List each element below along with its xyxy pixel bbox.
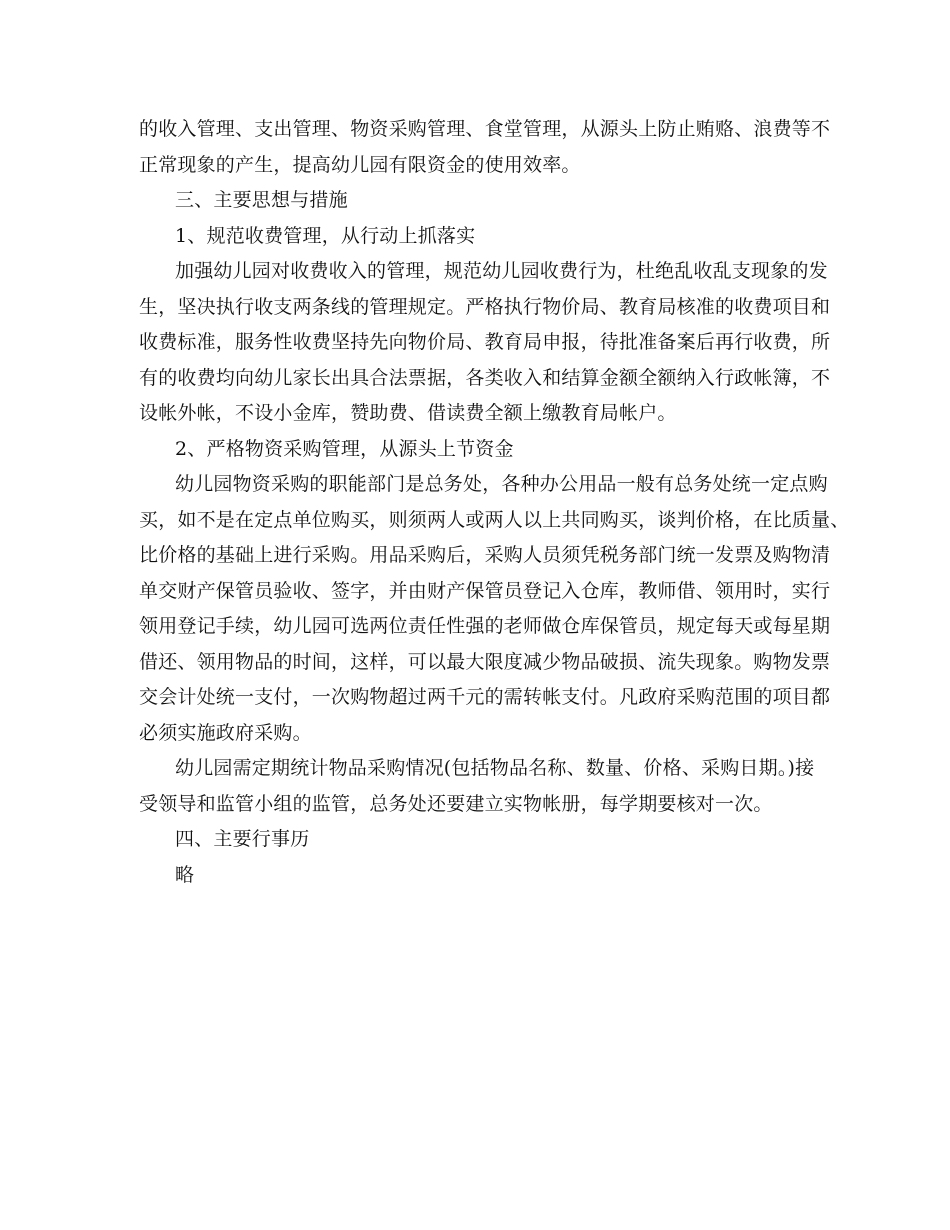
- subsection-heading: 1、规范收费管理，从行动上抓落实: [175, 224, 476, 247]
- text-line: 领用登记手续，幼儿园可选两位责任性强的老师做仓库保管员，规定每天或每星期: [139, 615, 831, 637]
- section-heading: 三、主要思想与措施: [175, 189, 348, 211]
- section-heading: 四、主要行事历: [175, 828, 310, 850]
- text-line: 幼儿园需定期统计物品采购情况(包括物品名称、数量、价格、采购日期。)接: [175, 757, 815, 779]
- text-line: 设帐外帐，不设小金库，赞助费、借读费全额上缴教育局帐户。: [139, 402, 677, 424]
- text-line: 借还、领用物品的时间，这样，可以最大限度减少物品破损、流失现象。购物发票: [139, 650, 831, 673]
- text-line: 幼儿园物资采购的职能部门是总务处，各种办公用品一般有总务处统一定点购: [175, 473, 828, 495]
- text-line: 买，如不是在定点单位购买，则须两人或两人以上共同购买，谈判价格，在比质量、: [139, 508, 850, 531]
- text-line: 的收入管理、支出管理、物资采购管理、食堂管理，从源头上防止贿赂、浪费等不: [139, 118, 831, 140]
- text-line: 收费标准，服务性收费坚持先向物价局、教育局申报，待批准备案后再行收费，所: [139, 331, 831, 353]
- text-line: 加强幼儿园对收费收入的管理，规范幼儿园收费行为，杜绝乱收乱支现象的发: [175, 260, 828, 282]
- document-page: [139, 112, 850, 893]
- text-line: 生，坚决执行收支两条线的管理规定。严格执行物价局、教育局核准的收费项目和: [139, 295, 831, 318]
- text-line: 交会计处统一支付，一次购物超过两千元的需转帐支付。凡政府采购范围的项目都: [139, 686, 831, 708]
- text-line: 正常现象的产生，提高幼儿园有限资金的使用效率。: [139, 153, 581, 176]
- text-line: 比价格的基础上进行采购。用品采购后，采购人员须凭税务部门统一发票及购物清: [139, 544, 831, 566]
- text-line: 必须实施政府采购。: [139, 721, 312, 744]
- subsection-heading: 2、严格物资采购管理，从源头上节资金: [175, 437, 514, 460]
- text-line: 受领导和监管小组的监管，总务处还要建立实物帐册，每学期要核对一次。: [139, 792, 773, 815]
- text-line: 有的收费均向幼儿家长出具合法票据，各类收入和结算金额全额纳入行政帐簿，不: [139, 366, 831, 389]
- text-line: 单交财产保管员验收、签字，并由财产保管员登记入仓库，教师借、领用时，实行: [139, 579, 831, 602]
- text-line: 略: [175, 863, 195, 886]
